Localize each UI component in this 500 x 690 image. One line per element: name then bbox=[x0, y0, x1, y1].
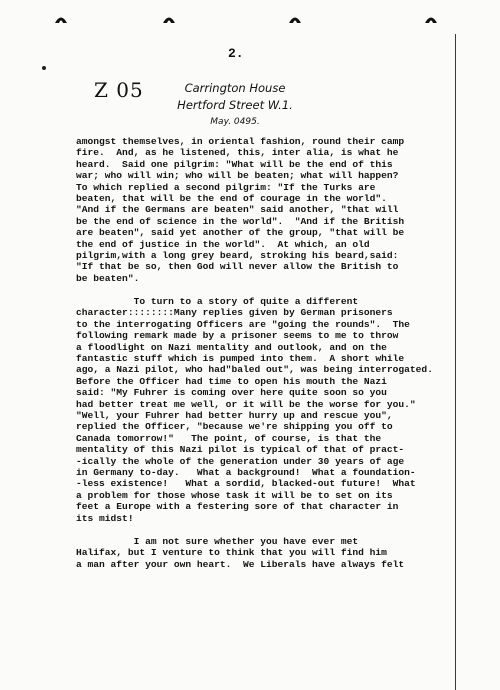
binder-hole-mark-icon bbox=[162, 14, 176, 24]
text-line: are beaten", said yet another of the group, "that will be bbox=[76, 227, 405, 239]
letterhead-line: May. 0495. bbox=[210, 117, 260, 127]
text-line: Halifax, but I venture to think that you will find him bbox=[76, 547, 387, 559]
text-line: Canada tomorrow!" The point, of course, is that the bbox=[76, 432, 382, 444]
text-line: replied the Officer, "because we're shipping you off to bbox=[76, 421, 393, 433]
text-line: fire. And, as he listened, this, inter alia, is what he bbox=[76, 147, 399, 159]
letterhead-line: Hertford Street W.1. bbox=[177, 98, 293, 112]
text-line: To which replied a second pilgrim: "If the Turks are bbox=[76, 181, 376, 193]
text-line: be the end of science in the world". "And if the British bbox=[76, 215, 405, 227]
text-line: had better treat me well, or it will be the worse for you." bbox=[76, 398, 416, 410]
text-line: a problem for those whose task it will be to set on its bbox=[76, 489, 393, 501]
text-line: "And if the Germans are beaten" said another, "that will bbox=[76, 204, 399, 216]
text-line: ago, a Nazi pilot, who had"baled out", was being interrogated. bbox=[76, 364, 433, 376]
text-line: heard. Said one pilgrim: "What will be the end of this bbox=[76, 158, 393, 170]
text-line: fantastic stuff which is pumped into them. A short while bbox=[76, 353, 405, 365]
text-line: mentality of this Nazi pilot is typical of that of pract- bbox=[76, 444, 405, 456]
text-line: feet a Europe with a festering sore of that character in bbox=[76, 501, 399, 513]
text-line: a man after your own heart. We Liberals have always felt bbox=[76, 558, 405, 570]
text-line: the end of justice in the world". At which, an old bbox=[76, 238, 370, 250]
text-line: war; who will win; who will be beaten; what will happen? bbox=[76, 170, 399, 182]
text-line: be beaten". bbox=[76, 272, 140, 284]
text-line: a floodlight on Nazi mentality and outlook, and on the bbox=[76, 341, 387, 353]
text-line: in Germany to-day. What a background! What a foundation- bbox=[76, 466, 416, 478]
text-line: amongst themselves, in oriental fashion, round their camp bbox=[76, 136, 405, 147]
text-line: To turn to a story of quite a different bbox=[76, 296, 359, 308]
binder-hole-mark-icon bbox=[424, 14, 438, 24]
ink-speck bbox=[42, 66, 46, 70]
text-line: Before the Officer had time to open his mouth the Nazi bbox=[76, 375, 387, 387]
text-line: following remark made by a prisoner seems to me to throw bbox=[76, 330, 399, 342]
paragraph-gap bbox=[76, 284, 456, 296]
text-line: "If that be so, then God will never allow the British to bbox=[76, 261, 399, 273]
text-line: pilgrim,with a long grey beard, stroking his beard,said: bbox=[76, 249, 399, 261]
text-line: character::::::::Many replies given by German prisoners bbox=[76, 307, 393, 319]
text-line: said: "My Fuhrer is coming over here quite soon so you bbox=[76, 387, 387, 399]
handwritten-reference-number: Z 05 bbox=[94, 78, 144, 102]
text-line: beaten, that will be the end of courage in the world". bbox=[76, 192, 387, 204]
paragraph-gap bbox=[76, 524, 456, 536]
letterhead-address bbox=[150, 80, 320, 131]
text-line: to the interrogating Officers are "going the rounds". The bbox=[76, 318, 410, 330]
page-number: 2. bbox=[228, 46, 244, 61]
binder-hole-mark-icon bbox=[54, 14, 68, 24]
text-line: -ically the whole of the generation under 30 years of age bbox=[76, 455, 405, 467]
text-line: I am not sure whether you have ever met bbox=[76, 535, 359, 547]
text-line: "Well, your Fuhrer had better hurry up and rescue you", bbox=[76, 409, 393, 421]
letter-body bbox=[76, 136, 456, 570]
letterhead-line: Carrington House bbox=[184, 81, 286, 95]
binder-hole-mark-icon bbox=[288, 14, 302, 24]
text-line: its midst! bbox=[76, 512, 134, 524]
text-line: -less existence! What a sordid, blacked-out future! What bbox=[76, 478, 416, 490]
